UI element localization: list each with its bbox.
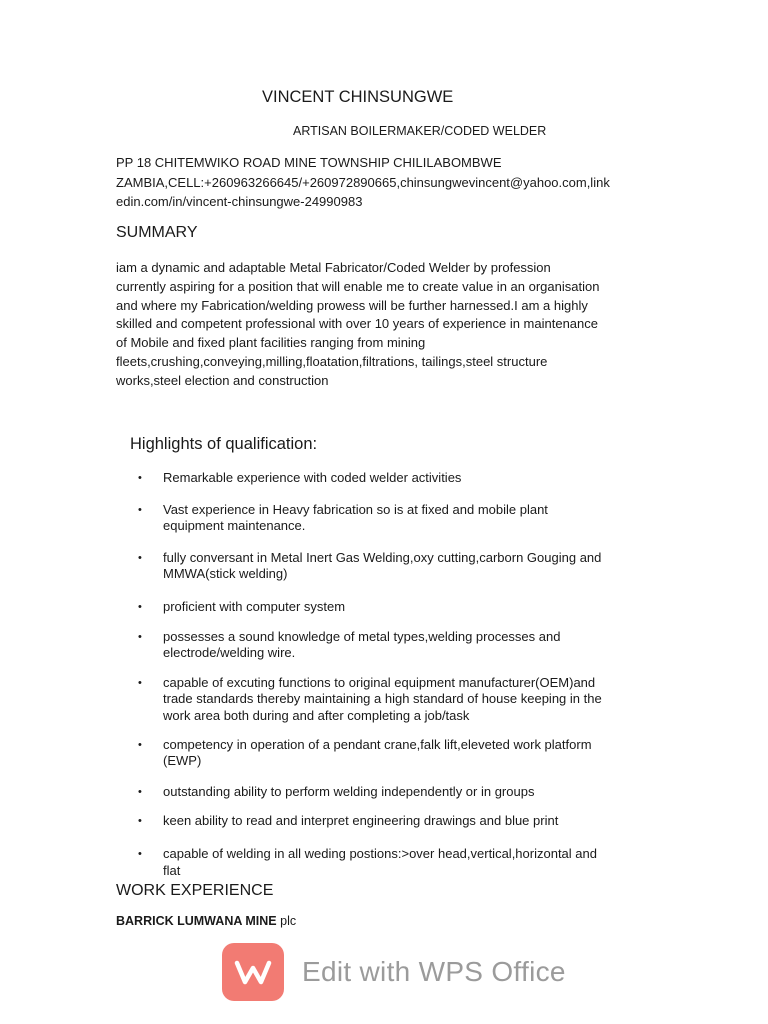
highlight-line: keen ability to read and interpret engineering drawings and blue print <box>163 813 559 829</box>
contact-line: ZAMBIA,CELL:+260963266645/+260972890665,chinsungwevincent@yahoo.com,link <box>116 174 610 190</box>
bullet-icon: • <box>138 785 142 798</box>
highlight-item <box>138 846 658 879</box>
highlight-item <box>138 599 658 616</box>
highlight-item <box>138 784 658 801</box>
bullet-icon: • <box>138 676 142 689</box>
highlight-line: trade standards thereby maintaining a high standard of house keeping in the <box>163 691 602 707</box>
highlight-item <box>138 629 658 662</box>
wps-w-glyph-icon <box>233 957 273 987</box>
watermark-text: Edit with WPS Office <box>302 956 566 987</box>
highlight-item <box>138 813 658 830</box>
bullet-icon: • <box>138 738 142 751</box>
highlight-item <box>138 675 658 725</box>
highlight-item <box>138 502 658 535</box>
contact-block <box>116 153 656 212</box>
highlight-line: capable of welding in all weding postions:>over head,vertical,horizontal and <box>163 845 597 861</box>
wps-logo-icon <box>222 943 284 1001</box>
highlight-line: outstanding ability to perform welding independently or in groups <box>163 783 535 799</box>
highlight-item <box>138 550 658 583</box>
highlight-line: work area both during and after completing a job/task <box>163 707 470 723</box>
summary-line: iam a dynamic and adaptable Metal Fabricator/Coded Welder by profession <box>116 260 551 275</box>
highlight-line: possesses a sound knowledge of metal types,welding processes and <box>163 628 561 644</box>
job-title: ARTISAN BOILERMAKER/CODED WELDER <box>293 124 547 138</box>
bullet-icon: • <box>138 815 142 828</box>
summary-line: fleets,crushing,conveying,milling,floatation,filtrations, tailings,steel structure <box>116 353 548 369</box>
highlights-heading: Highlights of qualification: <box>130 435 318 453</box>
candidate-name: VINCENT CHINSUNGWE <box>262 88 454 106</box>
employer-suffix: plc <box>280 914 297 928</box>
summary-line: currently aspiring for a position that will enable me to create value in an organisation <box>116 278 600 294</box>
highlight-line: competency in operation of a pendant crane,falk lift,eleveted work platform <box>163 736 592 752</box>
highlight-line: MMWA(stick welding) <box>163 566 288 582</box>
highlight-item <box>138 737 658 770</box>
summary-text <box>116 259 656 391</box>
highlight-line: flat <box>163 862 181 878</box>
highlight-line: electrode/welding wire. <box>163 645 296 661</box>
highlights-list <box>138 470 658 879</box>
highlight-line: (EWP) <box>163 753 202 769</box>
bullet-icon: • <box>138 551 142 564</box>
bullet-icon: • <box>138 630 142 643</box>
summary-heading: SUMMARY <box>116 224 198 241</box>
summary-line: works,steel election and construction <box>116 372 329 388</box>
highlight-item <box>138 470 658 487</box>
work-experience-heading: WORK EXPERIENCE <box>116 882 274 899</box>
bullet-icon: • <box>138 472 142 484</box>
contact-line: PP 18 CHITEMWIKO ROAD MINE TOWNSHIP CHILILABOMBWE <box>116 155 502 170</box>
summary-line: skilled and competent professional with over 10 years of experience in maintenance <box>116 316 598 332</box>
highlight-line: capable of excuting functions to original equipment manufacturer(OEM)and <box>163 674 596 690</box>
bullet-icon: • <box>138 503 142 516</box>
wps-watermark <box>222 942 592 1002</box>
contact-line: edin.com/in/vincent-chinsungwe-24990983 <box>116 194 363 209</box>
highlight-line: proficient with computer system <box>163 598 346 614</box>
employer-name-text: BARRICK LUMWANA MINE <box>116 914 277 928</box>
bullet-icon: • <box>138 847 142 860</box>
summary-line: and where my Fabrication/welding prowess will be further harnessed.I am a highly <box>116 297 588 313</box>
highlight-line: fully conversant in Metal Inert Gas Welding,oxy cutting,carborn Gouging and <box>163 549 602 565</box>
bullet-icon: • <box>138 600 142 613</box>
employer-name <box>116 914 296 928</box>
summary-line: of Mobile and fixed plant facilities ranging from mining <box>116 335 426 351</box>
highlight-line: equipment maintenance. <box>163 518 306 534</box>
highlight-line: Vast experience in Heavy fabrication so is at fixed and mobile plant <box>163 501 548 517</box>
highlight-line: Remarkable experience with coded welder activities <box>163 470 462 485</box>
